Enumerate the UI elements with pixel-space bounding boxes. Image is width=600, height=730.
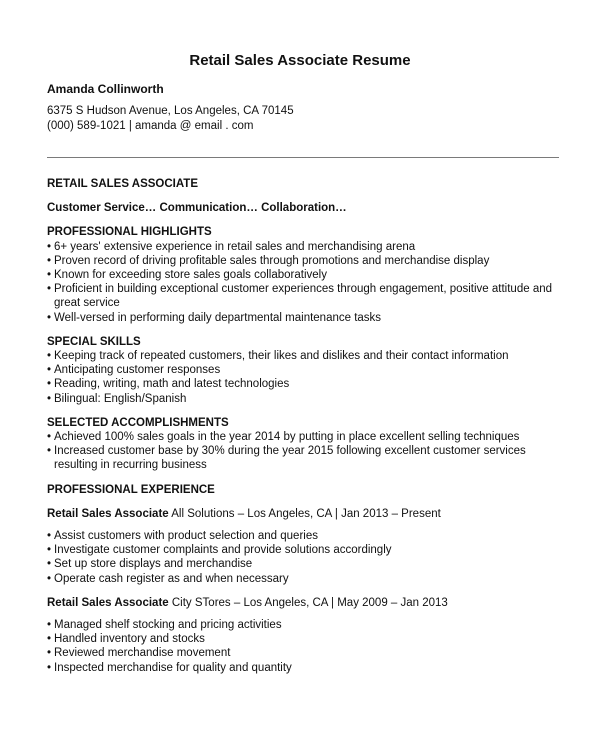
list-item: • Well-versed in performing daily departmental maintenance tasks bbox=[47, 311, 552, 325]
list-item: • Bilingual: English/Spanish bbox=[47, 392, 552, 406]
list-item: • Assist customers with product selection and queries bbox=[47, 529, 552, 543]
contact-block bbox=[47, 104, 294, 133]
list-item: • Increased customer base by 30% during the year 2015 following excellent customer services resulting in recurring business bbox=[47, 444, 552, 472]
list-item: • Proficient in building exceptional customer experiences through engagement, positive attitude and great service bbox=[47, 282, 552, 310]
accomplishments-list bbox=[47, 430, 552, 473]
highlights-heading: PROFESSIONAL HIGHLIGHTS bbox=[47, 226, 212, 239]
job-duties-list bbox=[47, 529, 552, 586]
list-item: • Operate cash register as and when necessary bbox=[47, 572, 552, 586]
accomplishments-heading: SELECTED ACCOMPLISHMENTS bbox=[47, 416, 229, 429]
job-duties-list bbox=[47, 618, 552, 675]
address-line: 6375 S Hudson Avenue, Los Angeles, CA 70145 bbox=[47, 105, 294, 117]
list-item: • Investigate customer complaints and provide solutions accordingly bbox=[47, 543, 552, 557]
list-item: • Managed shelf stocking and pricing activities bbox=[47, 618, 552, 632]
candidate-name: Amanda Collinworth bbox=[47, 82, 164, 96]
job-details: City STores – Los Angeles, CA | May 2009 – Jan 2013 bbox=[171, 596, 448, 609]
list-item: • Keeping track of repeated customers, their likes and dislikes and their contact information bbox=[47, 349, 552, 363]
job-header bbox=[47, 596, 552, 610]
list-item: • Proven record of driving profitable sales through promotions and merchandise display bbox=[47, 254, 552, 268]
job-title: Retail Sales Associate bbox=[47, 507, 169, 520]
skills-heading: SPECIAL SKILLS bbox=[47, 335, 141, 348]
highlights-list bbox=[47, 240, 552, 325]
list-item: • Anticipating customer responses bbox=[47, 363, 552, 377]
job-header bbox=[47, 507, 552, 521]
resume-body bbox=[47, 177, 552, 675]
experience-heading: PROFESSIONAL EXPERIENCE bbox=[47, 483, 215, 496]
skills-list bbox=[47, 349, 552, 406]
role-heading: RETAIL SALES ASSOCIATE bbox=[47, 178, 199, 190]
list-item: • Reviewed merchandise movement bbox=[47, 646, 552, 660]
list-item: • Known for exceeding store sales goals collaboratively bbox=[47, 268, 552, 282]
list-item: • Handled inventory and stocks bbox=[47, 632, 552, 646]
job-title: Retail Sales Associate bbox=[47, 596, 169, 609]
job-details: All Solutions – Los Angeles, CA | Jan 2013 – Present bbox=[171, 507, 441, 520]
list-item: • Reading, writing, math and latest technologies bbox=[47, 377, 552, 391]
document-title: Retail Sales Associate Resume bbox=[189, 52, 411, 69]
list-item: • Inspected merchandise for quality and quantity bbox=[47, 661, 552, 675]
contact-line: (000) 589-1021 | amanda @ email . com bbox=[47, 119, 254, 132]
list-item: • Set up store displays and merchandise bbox=[47, 557, 552, 571]
tagline: Customer Service… Communication… Collaboration… bbox=[47, 202, 347, 215]
list-item: • 6+ years' extensive experience in retail sales and merchandising arena bbox=[47, 240, 552, 254]
header-divider bbox=[47, 157, 559, 158]
list-item: • Achieved 100% sales goals in the year 2014 by putting in place excellent selling techniques bbox=[47, 430, 552, 444]
